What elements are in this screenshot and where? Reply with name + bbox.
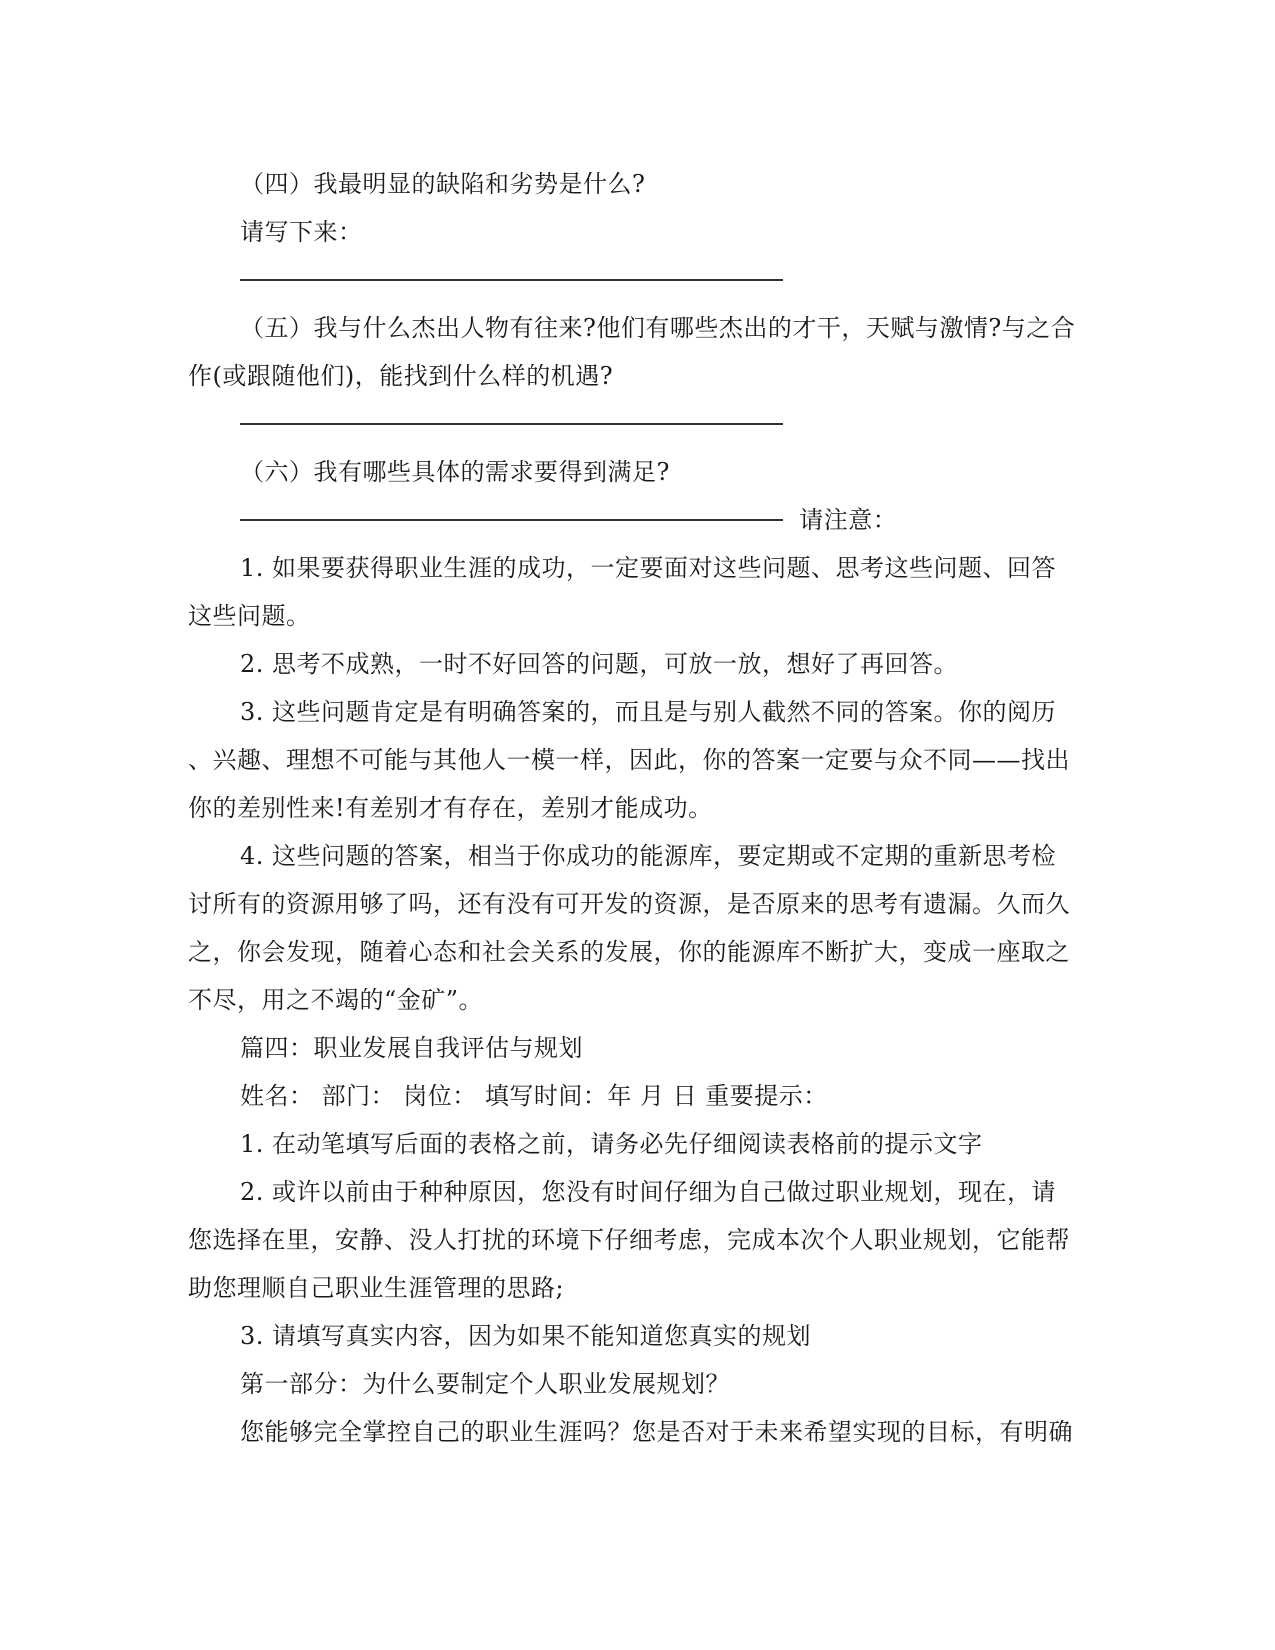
note-label: 请注意： [799,506,898,534]
document-page [188,160,1088,1456]
note-item-4-line2: 讨所有的资源用够了吗，还有没有可开发的资源，是否原来的思考有遗漏。久而久 [188,890,1070,918]
note-item-2: 2. 思考不成熟，一时不好回答的问题，可放一放，想好了再回答。 [240,650,959,678]
note-item-4-line4: 不尽，用之不竭的“金矿”。 [188,986,484,1014]
tip-item-2-line3: 助您理顺自己职业生涯管理的思路; [188,1274,565,1302]
part-one-heading: 第一部分：为什么要制定个人职业发展规划？ [240,1370,730,1398]
tip-item-2-line1: 2. 或许以前由于种种原因，您没有时间仔细为自己做过职业规划，现在，请 [240,1178,1057,1206]
part-one-body: 您能够完全掌控自己的职业生涯吗？您是否对于未来希望实现的目标，有明确 [240,1418,1073,1446]
tip-item-2-line2: 您选择在里，安静、没人打扰的环境下仔细考虑，完成本次个人职业规划，它能帮 [188,1226,1070,1254]
note-item-4-line3: 之，你会发现，随着心态和社会关系的发展，你的能源库不断扩大，变成一座取之 [188,938,1070,966]
tip-item-3: 3. 请填写真实内容，因为如果不能知道您真实的规划 [240,1322,812,1350]
answer-line-with-note [188,496,1088,544]
note-item-3-line1: 3. 这些问题肯定是有明确答案的，而且是与别人截然不同的答案。你的阅历 [240,698,1057,726]
question-five-line2: 作(或跟随他们)，能找到什么样的机遇? [188,362,614,390]
answer-line [188,400,1088,448]
write-down-label: 请写下来： [240,218,363,246]
note-item-4-line1: 4. 这些问题的答案，相当于你成功的能源库，要定期或不定期的重新思考检 [240,842,1057,870]
question-four: （四）我最明显的缺陷和劣势是什么? [240,170,646,198]
tip-item-1: 1. 在动笔填写后面的表格之前，请务必先仔细阅读表格前的提示文字 [240,1130,983,1158]
question-six: （六）我有哪些具体的需求要得到满足? [240,458,670,486]
answer-line [188,256,1088,304]
section-title: 篇四：职业发展自我评估与规划 [240,1034,583,1062]
note-item-3-line3: 你的差别性来!有差别才有存在，差别才能成功。 [188,794,713,822]
question-five-line1: （五）我与什么杰出人物有往来?他们有哪些杰出的才干，天赋与激情?与之合 [240,314,1076,342]
note-item-1-line2: 这些问题。 [188,602,311,630]
note-item-3-line2: 、兴趣、理想不可能与其他人一模一样，因此，你的答案一定要与众不同——找出 [188,746,1070,774]
note-item-1-line1: 1. 如果要获得职业生涯的成功，一定要面对这些问题、思考这些问题、回答 [240,554,1057,582]
form-header-fields: 姓名： 部门： 岗位： 填写时间：年 月 日 重要提示： [240,1082,828,1110]
